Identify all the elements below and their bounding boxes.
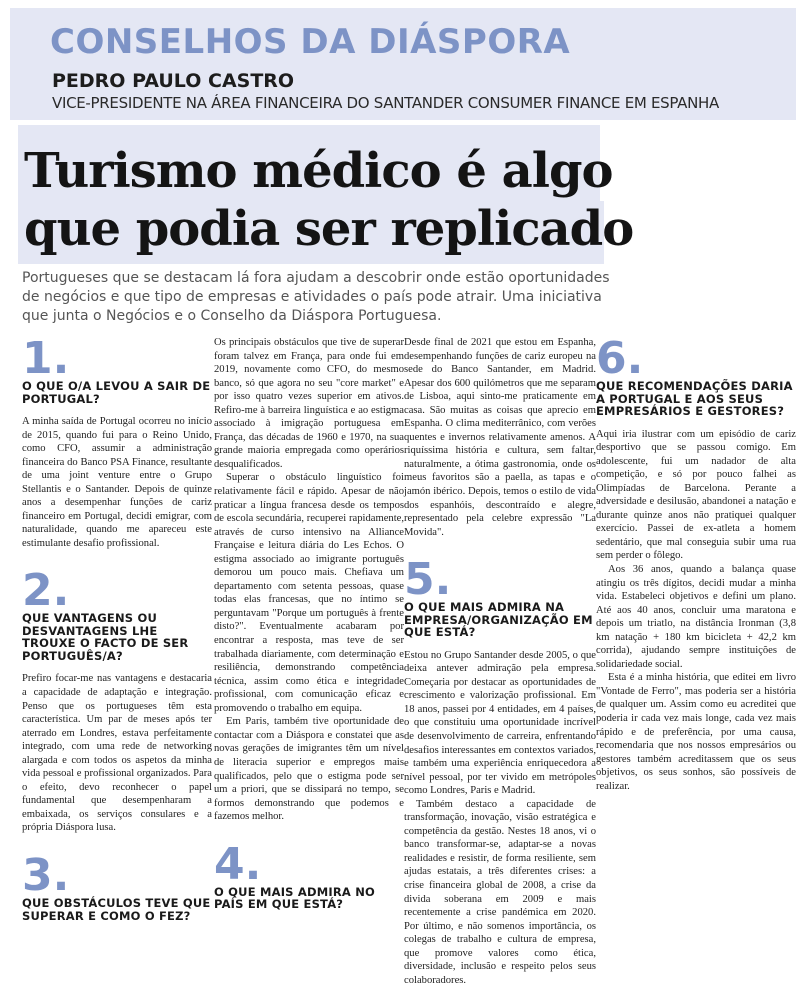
question-title-1: O QUE O/A LEVOU A SAIR DE PORTUGAL? (22, 379, 211, 406)
author-name: PEDRO PAULO CASTRO (52, 70, 295, 92)
question-title-3: QUE OBSTÁCULOS TEVE QUE SUPERAR E COMO O FEZ? (22, 896, 211, 923)
answer-3-paragraph-3: Em Paris, também tive oportunidade de contactar com a Diáspora e constatei que as novas gerações de imigrantes têm um nível de literacia superior e empregos mais qualificados, pelo que o estigma pode ser um a priori, que se dissipará no tempo, se formos demonstrando que podemos e fazemos melhor. (214, 716, 404, 823)
question-number-5: 5. (404, 554, 452, 606)
question-number-1: 1. (22, 333, 70, 384)
question-number-3: 3. (22, 850, 70, 902)
question-title-2: QUE VANTAGENS OU DESVANTAGENS LHE TROUXE O FACTO DE SER PORTUGUÊS/A? (22, 611, 189, 663)
author-role: VICE-PRESIDENTE NA ÁREA FINANCEIRA DO SANTANDER CONSUMER FINANCE EM ESPANHA (52, 94, 719, 112)
question-title-6: QUE RECOMENDAÇÕES DARIA A PORTUGAL E AOS SEUS EMPRESÁRIOS E GESTORES? (596, 379, 793, 418)
section-title: CONSELHOS DA DIÁSPORA (50, 22, 571, 62)
answer-6-paragraph-1: Aqui iria ilustrar com um episódio de cariz desportivo que se passou comigo. Em adolescente, fui um nadador de alta competição, e só por pouco falhei as Olimpíadas de Barcelona. Perante a adversidade e desilusão, abandonei a natação e durante quinze anos não pratiquei qualquer exercício. Passei de ex-atleta a homem sedentário, que mal conseguia subir uma rua sem perder o fôlego. (596, 428, 796, 562)
answer-2: Prefiro focar-me nas vantagens e destacaria a capacidade de adaptação e integração. Penso que os portugueses têm esta característica. Um par de meses após ter aterrado em Londres, estava perfeitamente integrado, com uma rede de networking alargada e com todos os aspetos da minha vida pessoal e profissional organizados. Para o efeito, devo reconhecer o papel fundamental que desempenharam a embaixada, os serviços consulares e a própria Diáspora lusa. (22, 673, 212, 834)
answer-4: Desde final de 2021 que estou em Espanha, desempenhando funções de cariz europeu na sede do Banco Santander, em Madrid. Apesar dos 600 quilómetros que me separam de Lisboa, aqui sinto-me praticamente em casa. São muitas as coisas que aprecio em Espanha. O clima mediterrânico, com verões quentes e invernos relativamente amenos. A riquíssima história e cultura, sem faltar, naturalmente, a ótima gastronomia, onde os meus favoritos são a paella, as tapas e o jamón ibérico. Depois, temos o estilo de vida dos espanhóis, descontraído e alegre, representado pela celebre expressão "La Movida". (404, 337, 596, 538)
answer-6-paragraph-2: Aos 36 anos, quando a balança quase atingiu os três dígitos, decidi mudar a minha vida. Estabeleci objetivos e defini um plano. Até aos 40 anos, concluir uma maratona e depois um triatlo, na distância Ironman (3,8 km natação + 180 km bicicleta + 42,2 km corrida), ajudando sempre instituições de solidariedade social. (596, 563, 796, 670)
article-column-1 (22, 333, 212, 932)
question-number-2: 2. (22, 565, 70, 617)
answer-5-paragraph-1: Estou no Grupo Santander desde 2005, o que deixa antever admiração pela empresa. Começaria por destacar as oportunidades de crescimento e valorização profissional. Em 18 anos, passei por 4 entidades, em 4 países, o que constituiu uma oportunidade incrível de desenvolvimento de carreira, enfrentando desafios interessantes em contextos variados, e também uma experiência enriquecedora a nível pessoal, por ter vivido em metrópoles como Londres, Paris e Madrid. (404, 649, 596, 797)
answer-3-paragraph-1: Os principais obstáculos que tive de superar foram talvez em França, para onde fui em 2019, novamente como CFO, do mesmo banco, só que agora no seu "core market" e por isso quatro vezes superior em ativos. Refiro-me à barreira linguística e ao estigma associado à imigração portuguesa em França, das décadas de 1960 e 1970, na sua grande maioria empregada como operários desqualificados. (214, 337, 404, 470)
answer-5-paragraph-2: Também destaco a capacidade de transformação, inovação, visão estratégica e competência da gestão. Nestes 18 anos, vi o banco transformar-se, adaptar-se a novas realidades e resistir, de forma resiliente, sem ajudas estatais, a três diferentes crises: a crise financeira global de 2008, a crise da divida soberana em 2009 e mais recentemente a crise pandémica em 2020. Por último, e não somenos importância, os colegas de trabalho e cultura de empresa, que promove valores como ética, diversidade, inclusão e respeito pelos seus colaboradores. (404, 798, 596, 986)
question-number-6: 6. (596, 333, 644, 384)
question-title-4: O QUE MAIS ADMIRA NO PAÍS EM QUE ESTÁ? (214, 884, 375, 912)
answer-1: A minha saída de Portugal ocorreu no início de 2015, quando fui para o Reino Unido, como CFO, assumir a administração financeira do Banco PSA Finance, resultante de uma joint venture entre o Grupo Stellantis e o Santander. Depois de quinze anos a desempenhar funções de cariz financeiro em Portugal, decidi emigrar, com naturalidade, quando me apareceu este estimulante desafio profissional. (22, 416, 212, 549)
lead-line-2: de negócios e que tipo de empresas e atividades o país pode atrair. Uma iniciativa (22, 289, 602, 305)
answer-3-paragraph-2: Superar o obstáculo linguístico foi relativamente fácil e rápido. Apesar de não praticar a língua francesa desde os tempos de escola secundária, recuperei rapidamente, através de curso intensivo na Alliance Française e leitura diária do Les Echos. O estigma associado ao imigrante português demorou um pouco mais. Chefiava um departamento com setenta pessoas, quase todas elas francesas, que no íntimo se perguntavam "Porque um português à frente disto?". Eventualmente acabaram por encontrar a resposta, mas teve de ser trabalhada diariamente, com determinação e resiliência, demonstrando competência técnica, assim como ética e integridade profissional, com comunicação eficaz e promovendo o trabalho em equipa. (214, 472, 404, 714)
question-number-4: 4. (214, 838, 262, 890)
article-column-2 (214, 336, 404, 921)
headline-line-2: que podia ser replicado (24, 201, 634, 257)
answer-6-paragraph-3: Esta é a minha história, que editei em livro "Vontade de Ferro", mas poderia ser a história de qualquer um. Assim como eu acreditei que poderia ir cada vez mais longe, cada vez mais rápido e de preferência, por uma causa, recomendaria que nos nossos empresários ou gestores também acreditassem que os seus objetivos, os seus sonhos, são possíveis de realizar. (596, 672, 796, 792)
article-column-4 (596, 333, 796, 793)
lead-line-1: Portugueses que se destacam lá fora ajudam a descobrir onde estão oportunidades (22, 270, 610, 286)
lead-line-3: que junta o Negócios e o Conselho da Diáspora Portuguesa. (22, 308, 442, 324)
headline-line-1: Turismo médico é algo (24, 143, 613, 199)
article-column-3 (404, 336, 596, 987)
question-title-5: O QUE MAIS ADMIRA NA EMPRESA/ORGANIZAÇÃO EM QUE ESTÁ? (404, 600, 593, 640)
